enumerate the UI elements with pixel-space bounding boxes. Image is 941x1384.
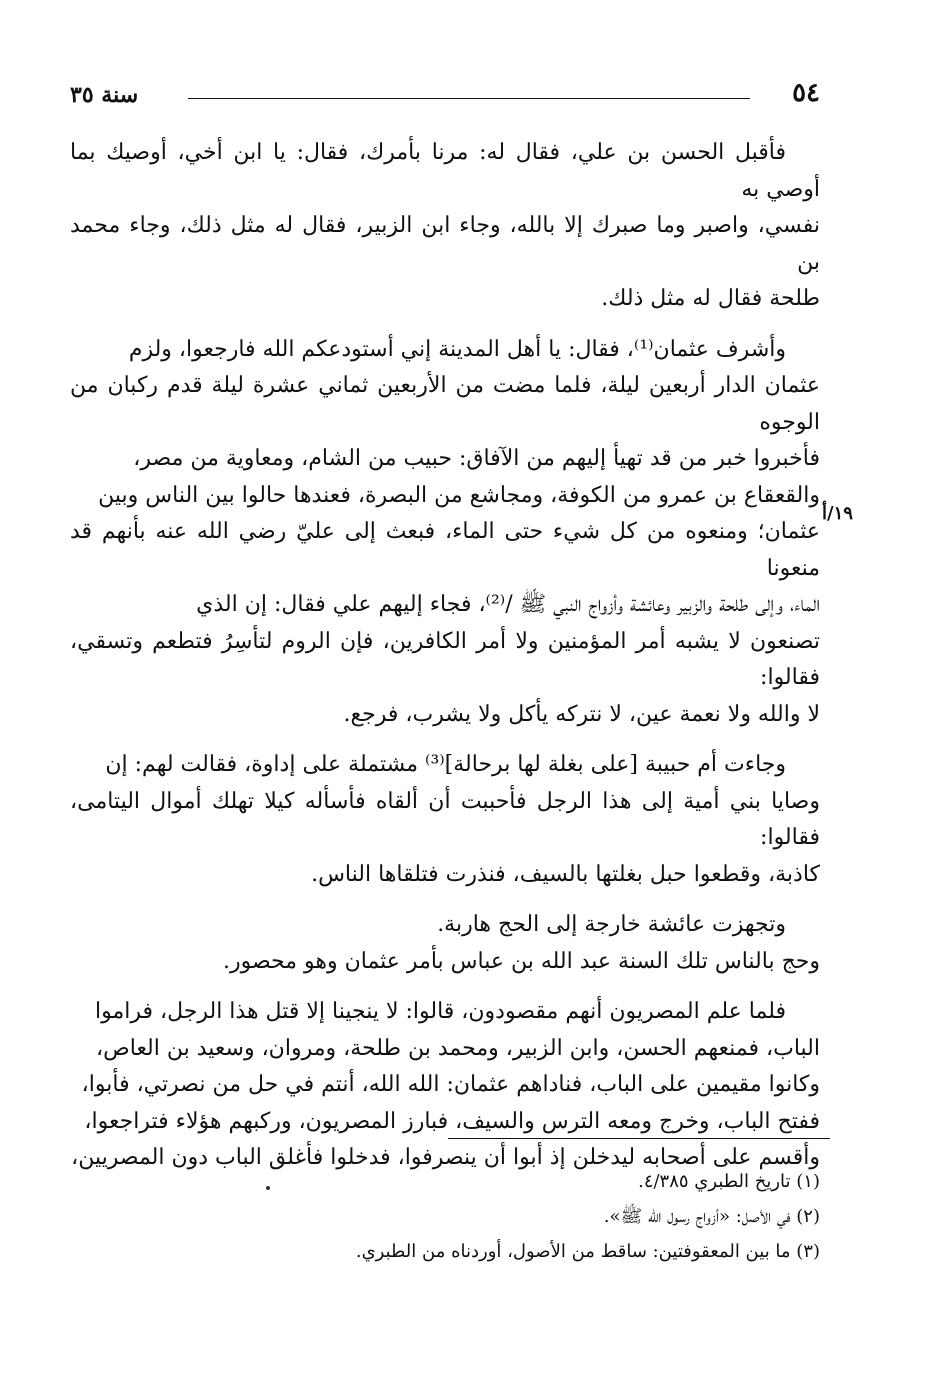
text-line: عثمان الدار أربعين ليلة، فلما مضت من الأربعين ثماني عشرة ليلة قدم ركبان من الوجوه: [70, 373, 820, 435]
text-line: فأقبل الحسن بن علي، فقال له: مرنا بأمرك، فقال: يا ابن أخي، أوصيك بما أوصي به: [70, 140, 820, 202]
text-line: فلما علم المصريون أنهم مقصودون، قالوا: لا ينجينا إلا قتل هذا الرجل، فراموا: [94, 999, 786, 1024]
footnote-3: (٣) ما بين المعقوفتين: ساقط من الأصول، أوردناه من الطبري.: [355, 1241, 820, 1262]
text-line: وجاءت أم حبيبة [على بغلة لها برحالة]⁽³⁾ مشتملة على إداوة، فقالت لهم: إن: [105, 752, 786, 777]
page-header: [70, 78, 820, 118]
text-line: تصنعون لا يشبه أمر المؤمنين ولا أمر الكافرين، فإن الروم لتأسِرُ فتطعم وتسقي، فقالوا:: [70, 628, 820, 690]
text-line: عثمان؛ ومنعوه من كل شيء حتى الماء، فبعث إلى عليّ رضي الله عنه بأنهم قد منعونا: [70, 519, 820, 581]
text-line: وصايا بني أمية إلى هذا الرجل فأحببت أن ألقاه فأسأله كيلا تهلك أموال اليتامى، فقالوا:: [70, 788, 820, 850]
paragraph-3: [70, 747, 820, 893]
speck-dot: [266, 1186, 270, 1190]
text-line: والقعقاع بن عمرو من الكوفة، ومجاشع من البصرة، فعندها حالوا بين الناس وبين: [98, 482, 820, 508]
running-title: سنة ٣٥: [70, 82, 139, 108]
footnote-1: (١) تاريخ الطبري ٤/٣٨٥.: [638, 1171, 820, 1192]
paragraph-5: [70, 994, 820, 1177]
text-line: وكانوا مقيمين على الباب، فناداهم عثمان: الله الله، أنتم في حل من نصرتي، فأبوا،: [81, 1072, 820, 1097]
text-line: كاذبة، وقطعوا حبل بغلتها بالسيف، فنذرت فتلقاها الناس.: [311, 861, 820, 887]
main-text: [70, 135, 820, 1177]
text-line: الماء، وإلى طلحة والزبير وعائشة وأزواج النبي ﷺ /⁽²⁾، فجاء إليهم علي فقال: إن الذي: [196, 592, 820, 617]
paragraph-4: [70, 907, 820, 980]
footnote-2: (٢) في الأصل: «أزواج رسول الله ﷺ».: [603, 1206, 820, 1227]
text-line: وأشرف عثمان⁽¹⁾، فقال: يا أهل المدينة إني أستودعكم الله فارجعوا، ولزم: [128, 336, 786, 362]
footnote-rule: [448, 1138, 830, 1139]
paragraph-2: [70, 332, 820, 734]
text-line: طلحة فقال له مثل ذلك.: [601, 286, 820, 311]
paragraph-1: [70, 135, 820, 318]
page-number: ٥٤: [792, 78, 820, 108]
text-line: وتجهزت عائشة خارجة إلى الحج هاربة.: [437, 912, 786, 937]
footnotes: [300, 1164, 820, 1269]
text-line: الباب، فمنعهم الحسن، وابن الزبير، ومحمد بن طلحة، ومروان، وسعيد بن العاص،: [96, 1035, 820, 1061]
header-rule: [188, 98, 750, 99]
text-line: نفسي، واصبر وما صبرك إلا بالله، وجاء ابن الزبير، فقال له مثل ذلك، وجاء محمد بن: [70, 213, 820, 275]
text-line: وحج بالناس تلك السنة عبد الله بن عباس بأمر عثمان وهو محصور.: [222, 948, 820, 974]
text-line: لا والله ولا نعمة عين، لا نتركه يأكل ولا يشرب، فرجع.: [343, 701, 820, 727]
text-line: ففتح الباب، وخرج ومعه الترس والسيف، فبارز المصريون، وركبهم هؤلاء فتراجعوا،: [84, 1108, 820, 1134]
text-line: وأقسم على أصحابه ليدخلن إذ أبوا أن ينصرفوا، فدخلوا فأغلق الباب دون المصريين،: [71, 1145, 820, 1170]
margin-folio-note: ١٩/أ: [822, 503, 853, 524]
text-line: فأخبروا خبر من قد تهيأ إليهم من الآفاق: حبيب من الشام، ومعاوية من مصر،: [133, 446, 820, 471]
